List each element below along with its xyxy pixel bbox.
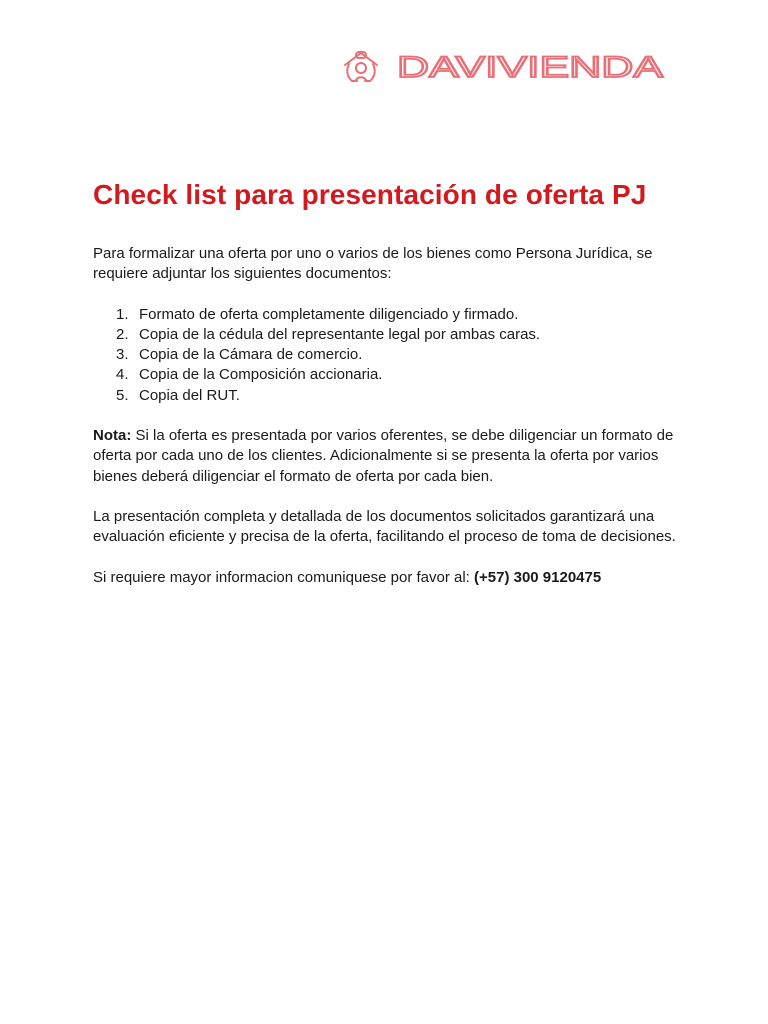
document-title: Check list para presentación de oferta PJ (93, 179, 647, 210)
intro-paragraph: Para formalizar una oferta por uno o varios de los bienes como Persona Jurídica, se requiere adjuntar los siguientes documentos: (93, 245, 653, 283)
contact-paragraph (93, 568, 683, 588)
checklist-item (93, 305, 683, 325)
contact-phone: (+57) 300 9120475 (474, 568, 602, 586)
checklist-item (93, 325, 683, 345)
checklist-item-text: Copia del RUT. (139, 386, 240, 404)
note-text: Si la oferta es presentada por varios oferentes, se debe diligenciar un formato de oferta por cada uno de los clientes. Adicionalmente si se presenta la oferta por varios bienes deberá diligenciar el formato de oferta por cada bien. (93, 427, 674, 485)
checklist-item (93, 386, 683, 406)
checklist-item-text: Copia de la Cámara de comercio. (139, 346, 363, 364)
checklist-item-text: Formato de oferta completamente diligenciado y firmado. (139, 305, 519, 323)
closing-paragraph: La presentación completa y detallada de los documentos solicitados garantizará una evaluación eficiente y precisa de la oferta, facilitando el proceso de toma de decisiones. (93, 507, 676, 546)
document-body (93, 178, 683, 588)
checklist-item-text: Copia de la cédula del representante legal por ambas caras. (139, 325, 541, 343)
note-label: Nota: (93, 427, 132, 445)
document-checklist (93, 305, 683, 406)
checklist-item-text: Copia de la Composición accionaria. (139, 366, 383, 384)
house-icon (342, 50, 380, 84)
checklist-item-number: 1. (116, 305, 129, 323)
checklist-item (93, 345, 683, 365)
checklist-item (93, 365, 683, 385)
checklist-item-number: 4. (116, 366, 129, 384)
checklist-item-number: 5. (116, 386, 129, 404)
brand-logo (342, 50, 665, 84)
checklist-item-number: 2. (116, 325, 129, 343)
note-paragraph (93, 426, 683, 487)
brand-wordmark (397, 53, 665, 81)
svg-text:DAVIVIENDA: DAVIVIENDA (397, 53, 663, 81)
checklist-item-number: 3. (116, 346, 129, 364)
contact-text: Si requiere mayor informacion comuniquese por favor al: (93, 568, 475, 586)
